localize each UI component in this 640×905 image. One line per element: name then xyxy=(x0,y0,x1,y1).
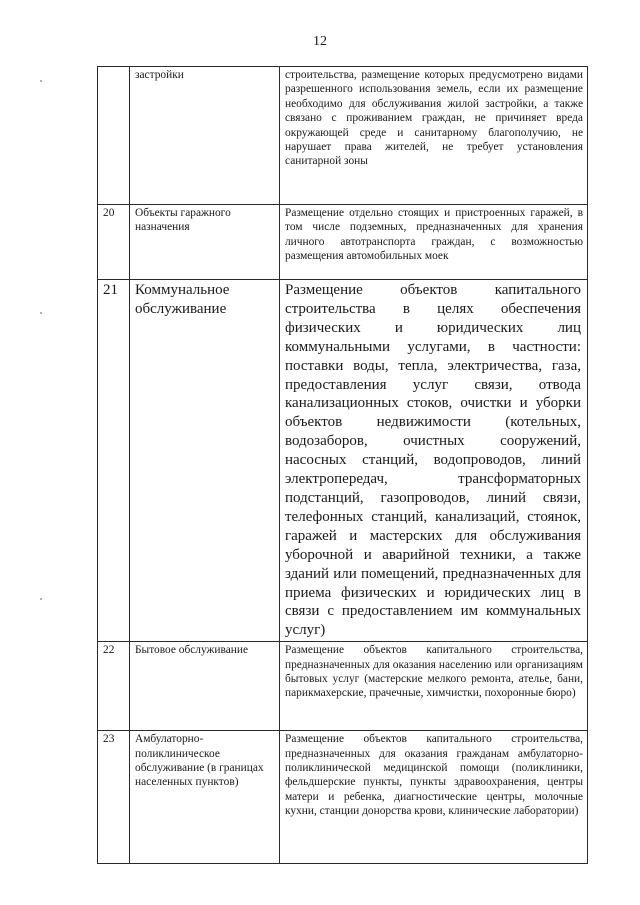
row-number: 20 xyxy=(98,205,130,280)
table-row xyxy=(98,642,588,731)
use-type-name: Бытовое обслуживание xyxy=(130,642,280,731)
use-type-description: Размещение объектов капитального строительства в целях обеспечения физических и юридических лиц коммунальными услугами, в частности: поставки воды, тепла, электричества, газа, предоставления услуг связи, отвода канализационных стоков, очистки и уборки объектов недвижимости (котельных, водозаборов, очистных сооружений, насосных станций, водопроводов, линий электропередач, трансформаторных подстанций, газопроводов, линий связи, телефонных станций, канализаций, стоянок, гаражей и мастерских для обслуживания уборочной и аварийной техники, а также зданий или помещений, предназначенных для приема физических и юридических лиц в связи с предоставлением им коммунальных услуг) xyxy=(280,280,588,642)
margin-mark xyxy=(40,312,42,314)
use-type-name: Амбулаторно-поликлиническое обслуживание (в границах населенных пунктов) xyxy=(130,731,280,864)
land-use-table xyxy=(97,66,588,864)
use-type-description: Размещение объектов капитального строительства, предназначенных для оказания гражданам амбулаторно-поликлинической медицинской помощи (поликлиники, фельдшерские пункты, пункты здравоохранения, центры матери и ребенка, диагностические центры, молочные кухни, станции донорства крови, клинические лаборатории) xyxy=(280,731,588,864)
margin-mark xyxy=(40,80,42,82)
table-row xyxy=(98,731,588,864)
table-row xyxy=(98,280,588,642)
margin-mark xyxy=(40,598,42,600)
row-number xyxy=(98,67,130,205)
use-type-description: строительства, размещение которых предусмотрено видами разрешенного использования земель, если их размещение необходимо для обслуживания жилой застройки, а также связано с проживанием граждан, не причиняет вреда окружающей среде и санитарному благополучию, не нарушает права жителей, не требует установления санитарной зоны xyxy=(280,67,588,205)
use-type-description: Размещение объектов капитального строительства, предназначенных для оказания населению или организациям бытовых услуг (мастерские мелкого ремонта, ателье, бани, парикмахерские, прачечные, химчистки, похоронные бюро) xyxy=(280,642,588,731)
use-type-name: застройки xyxy=(130,67,280,205)
table-row xyxy=(98,67,588,205)
use-type-name: Коммунальное обслуживание xyxy=(130,280,280,642)
row-number: 22 xyxy=(98,642,130,731)
table-row xyxy=(98,205,588,280)
row-number: 23 xyxy=(98,731,130,864)
page-number: 12 xyxy=(313,34,327,49)
use-type-description: Размещение отдельно стоящих и пристроенных гаражей, в том числе подземных, предназначенных для хранения личного автотранспорта граждан, с возможностью размещения автомобильных моек xyxy=(280,205,588,280)
row-number: 21 xyxy=(98,280,130,642)
use-type-name: Объекты гаражного назначения xyxy=(130,205,280,280)
